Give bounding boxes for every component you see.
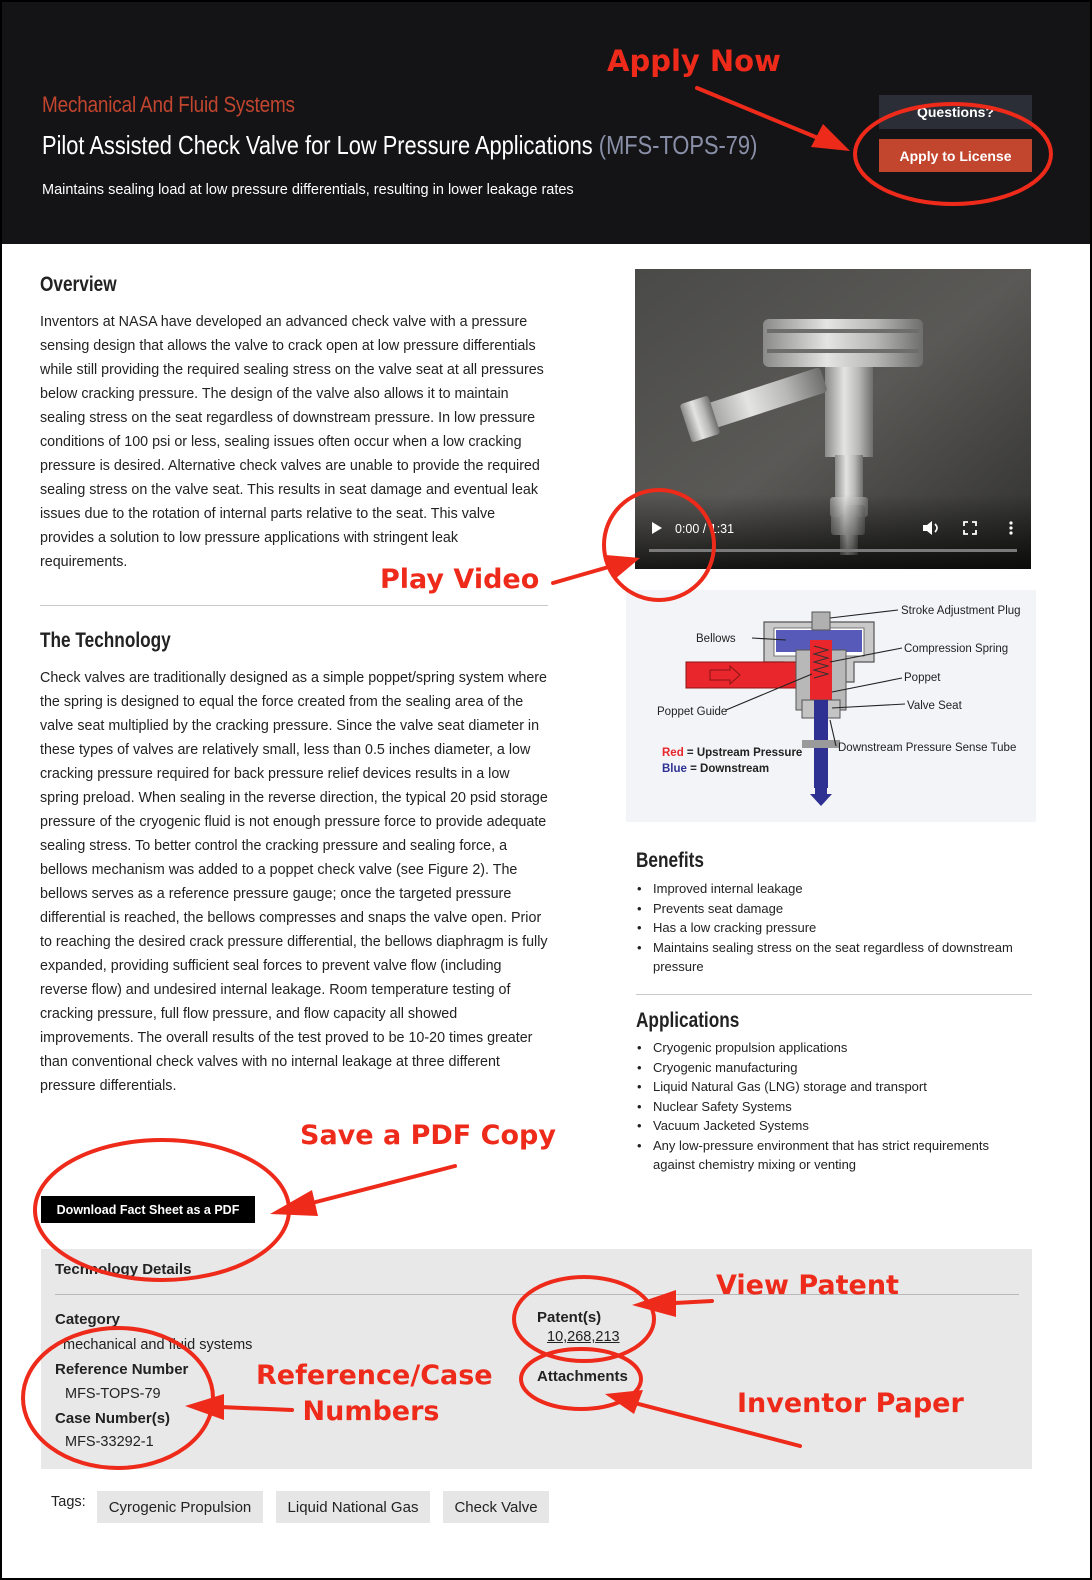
applications-heading: Applications — [636, 1009, 740, 1032]
label-compression-spring: Compression Spring — [904, 643, 1009, 655]
video-frame-image — [635, 269, 1031, 569]
label-poppet-guide: Poppet Guide — [657, 706, 728, 718]
section-divider — [40, 605, 548, 606]
technology-text: Check valves are traditionally designed as a simple poppet/spring system where the spring is designed to equal the force created from the sealing area of the valve seat multiplied by the cracking pressure. Since the valve seat diameter in these types of valves are relatively small, less than 0.5 inches diameter, a low cracking pressure required for back pressure relief devices results in a low spring preload. When sealing in the reverse direction, the typical 20 psid storage pressure of the cryogenic fluid is not enough pressure force to provide adequate sealing stress. To better control the cracking pressure and sealing force, a bellows mechanism was added to a poppet check valve (see Figure 2). The bellows serves as a reference pressure gauge; once the targeted pressure differential is reached, the bellows compresses and snaps the valve open. Prior to reaching the desired crack pressure differential, the bellows diaphragm is fully expanded, providing sufficient seal forces to prevent valve flow (including reverse flow) and undesired internal leakage. Room temperature testing of cracking pressure, full flow pressure, and flow capacity all showed improvements. The overall results of the test proved to be 10-20 times greater than conventional check valves with no internal leakage at three different pressure differentials. — [40, 670, 548, 1094]
label-poppet: Poppet — [904, 672, 941, 684]
valve-diagram — [626, 590, 1036, 822]
applications-list — [636, 1038, 1032, 1175]
title-code: (MFS-TOPS-79) — [598, 130, 758, 160]
annotation-reference-case: Reference/Case Numbers — [256, 1360, 493, 1427]
download-pdf-button[interactable]: Download Fact Sheet as a PDF — [41, 1196, 255, 1223]
list-item: • Cryogenic propulsion applications — [636, 1038, 1032, 1058]
overview-heading: Overview — [40, 273, 117, 296]
annotation-view-patent: View Patent — [716, 1270, 899, 1301]
details-heading: Technology Details — [55, 1261, 192, 1278]
list-item: • Improved internal leakage — [636, 879, 1032, 899]
legend-downstream: Blue = Downstream — [662, 763, 770, 775]
list-item: • Vacuum Jacketed Systems — [636, 1116, 1032, 1136]
tag-chip[interactable]: Cyrogenic Propulsion — [97, 1491, 263, 1523]
annotation-save-pdf: Save a PDF Copy — [300, 1120, 556, 1151]
list-item: • Has a low cracking pressure — [636, 918, 1032, 938]
benefits-list — [636, 879, 1032, 977]
page-header — [2, 2, 1090, 244]
legend-upstream: Red = Upstream Pressure — [662, 747, 803, 759]
tag-chip[interactable]: Check Valve — [443, 1491, 549, 1523]
page-title — [42, 130, 757, 161]
more-options-icon[interactable] — [1009, 521, 1012, 534]
video-progress-track[interactable] — [649, 549, 1017, 552]
category-label: Category — [55, 1311, 121, 1328]
label-stroke-adjustment-plug: Stroke Adjustment Plug — [901, 605, 1021, 617]
reference-number-label: Reference Number — [55, 1361, 189, 1378]
list-item: • Maintains sealing stress on the seat regardless of downstream pressure — [636, 938, 1032, 977]
reference-number-value: MFS-TOPS-79 — [65, 1386, 161, 1402]
patent-link[interactable]: 10,268,213 — [547, 1329, 620, 1345]
title-text: Pilot Assisted Check Valve for Low Pressure Applications — [42, 130, 593, 160]
valve-cross-section-figure — [626, 590, 1036, 822]
list-item: • Cryogenic manufacturing — [636, 1058, 1032, 1078]
case-number-value: MFS-33292-1 — [65, 1434, 154, 1450]
video-time: 0:00 / 1:31 — [675, 522, 735, 536]
video-player[interactable] — [635, 269, 1031, 569]
label-bellows: Bellows — [696, 633, 736, 645]
list-item: • Nuclear Safety Systems — [636, 1097, 1032, 1117]
attachments-label: Attachments — [537, 1368, 628, 1385]
annotation-apply-now: Apply Now — [607, 44, 781, 78]
label-downstream-sense-tube: Downstream Pressure Sense Tube — [838, 742, 1017, 754]
page-subtitle: Maintains sealing load at low pressure differentials, resulting in lower leakage rates — [42, 182, 574, 198]
list-item: • Prevents seat damage — [636, 899, 1032, 919]
case-number-label: Case Number(s) — [55, 1410, 171, 1427]
technology-heading: The Technology — [40, 629, 171, 652]
category-value: mechanical and fluid systems — [63, 1337, 253, 1353]
list-item: • Any low-pressure environment that has strict requirements against chemistry mixing or venting — [636, 1136, 1032, 1175]
apply-to-license-button[interactable]: Apply to License — [879, 139, 1032, 172]
list-item: • Liquid Natural Gas (LNG) storage and transport — [636, 1077, 1032, 1097]
questions-button[interactable]: Questions? — [879, 95, 1032, 129]
patents-label: Patent(s) — [537, 1309, 602, 1326]
category-link[interactable]: Mechanical And Fluid Systems — [42, 92, 295, 117]
annotation-inventor-paper: Inventor Paper — [737, 1388, 964, 1419]
overview-text: Inventors at NASA have developed an advanced check valve with a pressure sensing design that allows the valve to crack open at low pressure differentials while still providing the required sealing stress on the valve seat at all pressures below cracking pressure. The design of the valve also allows it to maintain sealing stress on the seat regardless of downstream pressure. In low pressure conditions of 100 psi or less, sealing issues often occur when a low cracking pressure is desired. Alternative check valves are unable to provide the required sealing stress on the valve seat. This results in seat damage and eventual leak issues due to the rotation of internal parts relative to the seat. This valve provides a solution to low pressure applications with stringent leak requirements. — [40, 314, 544, 570]
annotation-play-video: Play Video — [380, 564, 540, 595]
tags-label: Tags: — [51, 1494, 86, 1510]
tag-chip[interactable]: Liquid National Gas — [276, 1491, 430, 1523]
benefits-heading: Benefits — [636, 849, 704, 872]
label-valve-seat: Valve Seat — [907, 700, 962, 712]
section-divider — [636, 994, 1032, 995]
